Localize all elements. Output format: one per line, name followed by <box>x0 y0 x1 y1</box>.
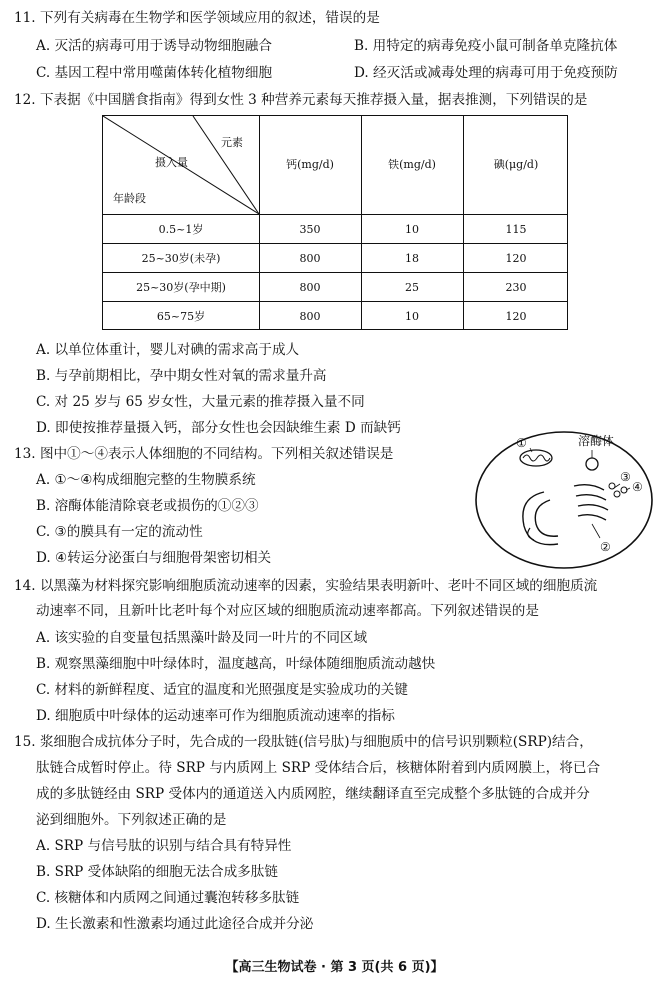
table-header-ca: 钙(mg/d) <box>286 158 334 171</box>
q11-option-c: C. 基因工程中常用噬菌体转化植物细胞 <box>36 65 273 81</box>
q12-stem: 12. 下表据《中国膳食指南》得到女性 3 种营养元素每天推荐摄入量，据表推测，下列错误的是 <box>14 92 588 108</box>
q11-option-d: D. 经灭活或减毒处理的病毒可用于免疫预防 <box>354 65 618 81</box>
q15-option-d: D. 生长激素和性激素均通过此途径合成并分泌 <box>36 916 314 932</box>
q14-option-b: B. 观察黑藻细胞中叶绿体时，温度越高，叶绿体随细胞质流动越快 <box>36 656 436 672</box>
q13-option-b: B. 溶酶体能清除衰老或损伤的①②③ <box>36 498 259 514</box>
table-row-fe: 10 <box>405 223 419 236</box>
table-header-fe: 铁(mg/d) <box>388 158 436 171</box>
cell-diagram <box>474 430 654 570</box>
table-row-ca: 350 <box>299 223 321 236</box>
table-row-ca: 800 <box>299 252 321 265</box>
table-row-age: 25~30岁(孕中期) <box>136 281 226 294</box>
table-corner-age: 年龄段 <box>113 192 146 205</box>
page-footer: 【高三生物试卷 · 第 3 页(共 6 页)】 <box>225 960 444 975</box>
table-row-age: 65~75岁 <box>156 310 206 323</box>
q11-option-a: A. 灭活的病毒可用于诱导动物细胞融合 <box>36 38 272 54</box>
q15-option-b: B. SRP 受体缺陷的细胞无法合成多肽链 <box>36 864 278 880</box>
q15-stem-line1: 15. 浆细胞合成抗体分子时，先合成的一段肽链(信号肽)与细胞质中的信号识别颗粒(SRP)结合， <box>14 734 593 750</box>
q11-option-b: B. 用特定的病毒免疫小鼠可制备单克隆抗体 <box>354 38 618 54</box>
figure-label-1: ① <box>516 436 527 450</box>
figure-label-4: ④ <box>632 480 643 494</box>
figure-label-2: ② <box>600 540 611 554</box>
figure-label-lysosome: 溶酶体 <box>578 434 615 448</box>
q13-option-c: C. ③的膜具有一定的流动性 <box>36 524 203 540</box>
table-row-i: 115 <box>505 223 527 236</box>
q15-stem-line4: 泌到细胞外。下列叙述正确的是 <box>36 812 227 828</box>
table-header-i: 碘(μg/d) <box>493 158 539 171</box>
table-corner-intake: 摄入量 <box>155 156 188 169</box>
table-row-i: 120 <box>505 310 527 323</box>
q14-stem-line1: 14. 以黑藻为材料探究影响细胞质流动速率的因素，实验结果表明新叶、老叶不同区域的细胞质流 <box>14 578 598 594</box>
table-row-i: 230 <box>505 281 527 294</box>
table-row-i: 120 <box>505 252 527 265</box>
q13-option-d: D. ④转运分泌蛋白与细胞骨架密切相关 <box>36 550 272 566</box>
table-row-age: 0.5~1岁 <box>158 223 204 236</box>
q14-option-a: A. 该实验的自变量包括黑藻叶龄及同一叶片的不同区域 <box>36 630 368 646</box>
table-row-ca: 800 <box>299 310 321 323</box>
q12-option-c: C. 对 25 岁与 65 岁女性，大量元素的推荐摄入量不同 <box>36 394 365 410</box>
q14-option-c: C. 材料的新鲜程度、适宜的温度和光照强度是实验成功的关键 <box>36 682 408 698</box>
q15-option-a: A. SRP 与信号肽的识别与结合具有特异性 <box>36 838 292 854</box>
nutrient-table <box>102 115 568 330</box>
q15-stem-line3: 成的多肽链经由 SRP 受体内的通道送入内质网腔，继续翻译直至完成整个多肽链的合成并分 <box>36 786 590 802</box>
q12-option-d: D. 即使按推荐量摄入钙，部分女性也会因缺维生素 D 而缺钙 <box>36 420 401 436</box>
q14-option-d: D. 细胞质中叶绿体的运动速率可作为细胞质流动速率的指标 <box>36 708 395 724</box>
q12-option-b: B. 与孕前期相比，孕中期女性对氧的需求量升高 <box>36 368 327 384</box>
table-row-fe: 10 <box>405 310 419 323</box>
table-corner-element: 元素 <box>221 136 243 149</box>
q12-option-a: A. 以单位体重计，婴儿对碘的需求高于成人 <box>36 342 300 358</box>
cell-structure-figure <box>474 430 654 570</box>
q13-stem: 13. 图中①～④表示人体细胞的不同结构。下列相关叙述错误是 <box>14 446 394 462</box>
table-row-fe: 18 <box>405 252 419 265</box>
q11-stem: 11. 下列有关病毒在生物学和医学领域应用的叙述，错误的是 <box>14 10 380 26</box>
figure-label-3: ③ <box>620 470 631 484</box>
q14-stem-line2: 动速率不同，且新叶比老叶每个对应区域的细胞质流动速率都高。下列叙述错误的是 <box>36 603 539 619</box>
table-row-fe: 25 <box>405 281 419 294</box>
table-row-age: 25~30岁(未孕) <box>141 252 221 265</box>
q13-option-a: A. ①～④构成细胞完整的生物膜系统 <box>36 472 256 488</box>
table-row-ca: 800 <box>299 281 321 294</box>
q15-option-c: C. 核糖体和内质网之间通过囊泡转移多肽链 <box>36 890 300 906</box>
q15-stem-line2: 肽链合成暂时停止。待 SRP 与内质网上 SRP 受体结合后，核糖体附着到内质网膜上，将已合 <box>36 760 601 776</box>
